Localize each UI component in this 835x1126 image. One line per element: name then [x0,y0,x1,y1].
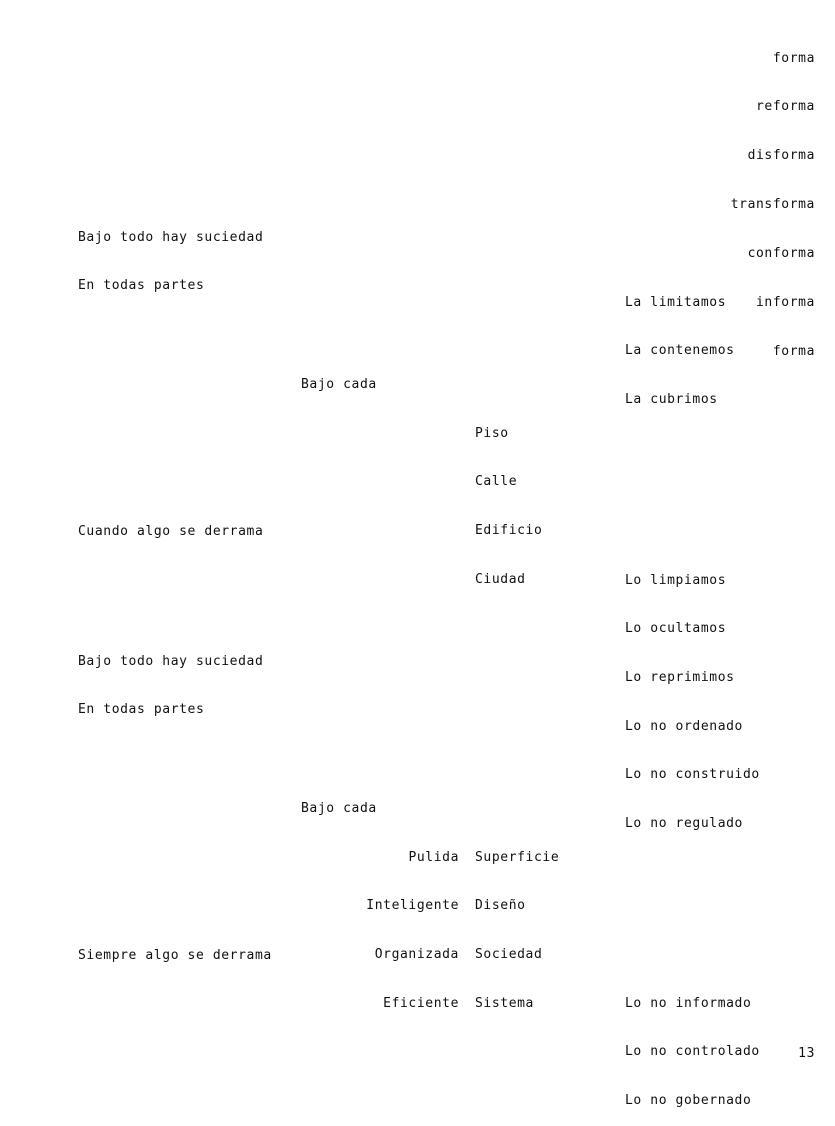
stanza-1 [78,197,263,311]
poem-line: Lo no informado [625,995,752,1011]
poem-line: Calle [475,474,518,490]
adjective: Inteligente [366,898,459,914]
adjective-column [366,817,459,1029]
poem-line: Bajo todo hay suciedad [78,229,264,245]
noun: Diseño [475,898,526,914]
noun: Superficie [475,849,560,865]
stanza-3 [301,344,377,409]
stanza-6 [625,540,735,703]
poem-line: Lo no construido [625,767,760,783]
stanza-4 [475,393,542,605]
cascade-word: forma [772,50,815,66]
poem-line: La limitamos [625,294,727,310]
adjective: Organizada [374,947,459,963]
cascade-word: conforma [747,246,815,262]
adjective: Pulida [408,849,459,865]
adjective: Eficiente [383,996,459,1012]
poem-line: La contenemos [625,343,735,359]
cascade-word: reforma [756,99,815,115]
poem-line: Siempre algo se derrama [78,947,272,963]
cascade-word: transforma [730,197,815,213]
poem-line: Lo ocultamos [625,621,727,637]
noun-column [475,817,559,1029]
poem-line: Cuando algo se derrama [78,523,264,539]
poem-line: Lo no gobernado [625,1093,752,1109]
noun: Sociedad [475,947,543,963]
stanza-2 [625,262,735,425]
stanza-8 [625,686,760,849]
poem-line: Lo reprimimos [625,670,735,686]
poem-line: Bajo todo hay suciedad [78,653,264,669]
stanza-11 [78,915,272,980]
poem-line: Bajo cada [301,800,377,816]
word-cascade [731,18,815,377]
poem-line: Bajo cada [301,376,377,392]
poem-line: Piso [475,425,509,441]
poem-line: Lo no controlado [625,1044,760,1060]
page-number: 13 [798,1046,815,1061]
poem-line: Lo limpiamos [625,572,727,588]
stanza-7 [78,621,263,735]
poem-line: La cubrimos [625,392,718,408]
poem-line: En todas partes [78,702,205,718]
stanza-12 [625,963,760,1126]
poem-line: Lo no regulado [625,816,743,832]
poem-line: Lo no ordenado [625,718,743,734]
stanza-5 [78,491,263,556]
cascade-word: forma [772,343,815,359]
cascade-word: informa [756,295,815,311]
poem-line: Ciudad [475,572,526,588]
cascade-word: disforma [747,148,815,164]
poem-line: En todas partes [78,278,205,294]
noun: Sistema [475,996,534,1012]
poem-line: Edificio [475,523,543,539]
